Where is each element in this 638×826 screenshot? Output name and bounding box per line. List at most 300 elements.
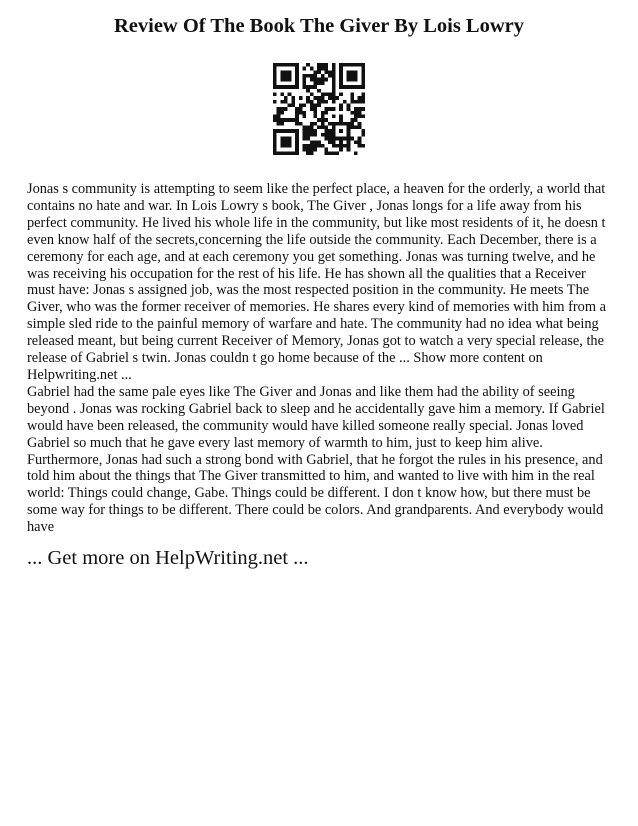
qr-module <box>354 74 358 78</box>
qr-module <box>343 137 347 141</box>
qr-module <box>361 74 365 78</box>
qr-module <box>361 70 365 74</box>
qr-module <box>306 100 310 104</box>
qr-module <box>280 92 284 96</box>
qr-module <box>347 140 351 144</box>
qr-module <box>321 67 325 71</box>
qr-module <box>280 118 284 122</box>
qr-module <box>321 122 325 126</box>
qr-module <box>284 85 288 89</box>
qr-module <box>284 107 288 111</box>
qr-module <box>350 100 354 104</box>
qr-module <box>306 151 310 155</box>
qr-module <box>306 63 310 67</box>
qr-module <box>325 107 329 111</box>
qr-module <box>280 100 284 104</box>
qr-module <box>273 151 277 155</box>
qr-module <box>354 70 358 74</box>
qr-module <box>284 118 288 122</box>
qr-module <box>343 122 347 126</box>
qr-module <box>310 126 314 130</box>
qr-module <box>273 144 277 148</box>
qr-module <box>306 96 310 100</box>
qr-module <box>317 63 321 67</box>
qr-module <box>302 103 306 107</box>
qr-module <box>343 85 347 89</box>
qr-module <box>284 96 288 100</box>
qr-module <box>361 100 365 104</box>
qr-module <box>354 111 358 115</box>
qr-module <box>310 107 314 111</box>
qr-module <box>358 126 362 130</box>
qr-module <box>339 92 343 96</box>
qr-module <box>310 122 314 126</box>
qr-module <box>306 129 310 133</box>
qr-module <box>332 63 336 67</box>
qr-module <box>306 137 310 141</box>
qr-module <box>332 137 336 141</box>
qr-module <box>354 85 358 89</box>
qr-module <box>328 107 332 111</box>
qr-module <box>273 100 277 104</box>
qr-module <box>306 148 310 152</box>
qr-module <box>295 129 299 133</box>
qr-module <box>302 129 306 133</box>
qr-module <box>284 144 288 148</box>
qr-module <box>277 151 281 155</box>
qr-module <box>347 137 351 141</box>
qr-module <box>332 100 336 104</box>
qr-module <box>361 144 365 148</box>
qr-module <box>291 103 295 107</box>
qr-module <box>310 148 314 152</box>
qr-module <box>302 133 306 137</box>
qr-module <box>321 63 325 67</box>
qr-code-graphic <box>273 63 365 155</box>
qr-module <box>343 100 347 104</box>
qr-module <box>306 126 310 130</box>
qr-module <box>339 129 343 133</box>
qr-module <box>273 129 277 133</box>
qr-module <box>299 107 303 111</box>
qr-module <box>325 70 329 74</box>
qr-module <box>328 140 332 144</box>
qr-module <box>317 126 321 130</box>
qr-module <box>317 81 321 85</box>
qr-module <box>321 81 325 85</box>
qr-module <box>325 92 329 96</box>
qr-module <box>313 148 317 152</box>
qr-module <box>325 118 329 122</box>
qr-module <box>332 89 336 93</box>
qr-module <box>332 133 336 137</box>
qr-module <box>280 111 284 115</box>
qr-module <box>321 111 325 115</box>
qr-module <box>350 63 354 67</box>
qr-module <box>306 89 310 93</box>
qr-module <box>350 137 354 141</box>
qr-module <box>358 144 362 148</box>
qr-module <box>358 63 362 67</box>
qr-module <box>295 140 299 144</box>
qr-module <box>295 111 299 115</box>
qr-module <box>321 133 325 137</box>
qr-module <box>339 85 343 89</box>
qr-module <box>288 118 292 122</box>
qr-module <box>325 111 329 115</box>
qr-module <box>354 140 358 144</box>
qr-module <box>280 144 284 148</box>
qr-module <box>350 118 354 122</box>
qr-module <box>310 129 314 133</box>
qr-module <box>302 126 306 130</box>
qr-module <box>321 115 325 119</box>
qr-module <box>336 144 340 148</box>
qr-module <box>295 122 299 126</box>
qr-module <box>350 122 354 126</box>
qr-module <box>310 92 314 96</box>
qr-module <box>328 151 332 155</box>
qr-module <box>295 81 299 85</box>
qr-module <box>339 78 343 82</box>
qr-module <box>284 74 288 78</box>
qr-module <box>339 122 343 126</box>
qr-module <box>354 63 358 67</box>
qr-module <box>273 81 277 85</box>
qr-module <box>284 63 288 67</box>
qr-module <box>302 85 306 89</box>
qr-module <box>347 122 351 126</box>
qr-module <box>291 96 295 100</box>
qr-module <box>325 126 329 130</box>
qr-module <box>354 100 358 104</box>
qr-module <box>273 78 277 82</box>
qr-module <box>299 111 303 115</box>
qr-module <box>358 111 362 115</box>
qr-module <box>288 137 292 141</box>
qr-module <box>295 67 299 71</box>
qr-module <box>336 122 340 126</box>
qr-module <box>350 92 354 96</box>
qr-module <box>347 133 351 137</box>
qr-module <box>313 122 317 126</box>
qr-module <box>321 92 325 96</box>
qr-module <box>339 137 343 141</box>
document-body <box>27 181 613 536</box>
qr-module <box>280 63 284 67</box>
qr-module <box>284 78 288 82</box>
qr-module <box>321 144 325 148</box>
qr-module <box>354 115 358 119</box>
qr-module <box>328 137 332 141</box>
qr-module <box>332 74 336 78</box>
qr-module <box>354 126 358 130</box>
qr-module <box>328 133 332 137</box>
qr-module <box>273 133 277 137</box>
qr-module <box>339 148 343 152</box>
qr-module <box>321 126 325 130</box>
qr-module <box>277 111 281 115</box>
qr-module <box>277 129 281 133</box>
qr-module <box>284 137 288 141</box>
qr-module <box>284 140 288 144</box>
qr-module <box>277 118 281 122</box>
qr-module <box>288 151 292 155</box>
qr-module <box>328 74 332 78</box>
qr-module <box>347 148 351 152</box>
qr-module <box>332 81 336 85</box>
qr-module <box>273 67 277 71</box>
get-more-link[interactable]: ... Get more on HelpWriting.net ... <box>27 547 309 569</box>
qr-module <box>310 103 314 107</box>
qr-module <box>288 140 292 144</box>
qr-module <box>288 78 292 82</box>
qr-module <box>332 78 336 82</box>
qr-module <box>273 118 277 122</box>
qr-module <box>273 85 277 89</box>
qr-module <box>317 144 321 148</box>
qr-module <box>310 100 314 104</box>
qr-module <box>302 78 306 82</box>
qr-module <box>339 70 343 74</box>
qr-module <box>295 144 299 148</box>
qr-module <box>325 67 329 71</box>
qr-module <box>280 129 284 133</box>
qr-module <box>299 122 303 126</box>
qr-module <box>313 129 317 133</box>
qr-module <box>295 78 299 82</box>
qr-module <box>306 74 310 78</box>
qr-module <box>321 78 325 82</box>
qr-module <box>291 129 295 133</box>
qr-module <box>295 70 299 74</box>
qr-module <box>310 144 314 148</box>
qr-module <box>280 85 284 89</box>
qr-module <box>339 144 343 148</box>
qr-module <box>339 81 343 85</box>
qr-module <box>277 122 281 126</box>
qr-module <box>317 96 321 100</box>
qr-module <box>350 78 354 82</box>
qr-module <box>273 115 277 119</box>
qr-module <box>284 100 288 104</box>
qr-module <box>273 63 277 67</box>
qr-module <box>295 148 299 152</box>
qr-module <box>302 74 306 78</box>
qr-module <box>347 85 351 89</box>
document-title: Review Of The Book The Giver By Lois Lowry <box>113 15 525 37</box>
qr-module <box>280 70 284 74</box>
qr-module <box>325 63 329 67</box>
qr-module <box>295 118 299 122</box>
qr-module <box>325 133 329 137</box>
qr-module <box>313 111 317 115</box>
qr-module <box>277 115 281 119</box>
qr-module <box>302 137 306 141</box>
qr-module <box>325 100 329 104</box>
qr-module <box>273 74 277 78</box>
qr-module <box>350 111 354 115</box>
qr-module <box>288 144 292 148</box>
qr-module <box>354 107 358 111</box>
qr-module <box>310 133 314 137</box>
qr-module <box>321 96 325 100</box>
qr-module <box>332 151 336 155</box>
qr-module <box>310 140 314 144</box>
qr-module <box>313 144 317 148</box>
qr-module <box>302 115 306 119</box>
qr-module <box>310 74 314 78</box>
qr-module <box>273 140 277 144</box>
qr-module <box>347 107 351 111</box>
qr-module <box>313 78 317 82</box>
qr-module <box>295 74 299 78</box>
qr-module <box>332 122 336 126</box>
qr-module <box>277 107 281 111</box>
qr-module <box>332 140 336 144</box>
qr-module <box>332 129 336 133</box>
qr-module <box>325 78 329 82</box>
qr-module <box>273 70 277 74</box>
paragraph-1: Jonas s community is attempting to seem like the perfect place, a heaven for the orderly, a world that contains no hate and war. In Lois Lowry s book, The Giver , Jonas longs for a life away from his perfect community. He lived his whole life in the community, but like most residents of it, he doesn t even know half of the secrets,concerning the life outside the community. Each December, there is a ceremony for each age, and at each ceremony you get something. Jonas was turning twelve, and he was receiving his occupation for the rest of his life. He has shown all the qualities that a Receiver must have: Jonas s assigned job, was the most respected position in the community. He meets The Giver, who was the former receiver of memories. He shares every kind of memories with him from a simple sled ride to the painful memory of warfare and hate. The community had no idea what being released meant, but being current Receiver of Memory, Jonas got to watch a very special release, the release of Gabriel s twin. Jonas couldn t go home because of the ... Show more content on Helpwriting.net ... <box>27 181 606 383</box>
qr-module <box>332 85 336 89</box>
qr-module <box>361 81 365 85</box>
qr-module <box>361 67 365 71</box>
qr-module <box>317 70 321 74</box>
qr-module <box>284 70 288 74</box>
qr-module <box>317 118 321 122</box>
qr-module <box>358 107 362 111</box>
qr-module <box>361 85 365 89</box>
qr-module <box>284 129 288 133</box>
qr-module <box>336 151 340 155</box>
qr-module <box>350 70 354 74</box>
qr-module <box>339 74 343 78</box>
qr-module <box>273 92 277 96</box>
qr-module <box>358 122 362 126</box>
qr-module <box>347 78 351 82</box>
qr-module <box>288 85 292 89</box>
qr-module <box>306 144 310 148</box>
qr-module <box>347 129 351 133</box>
qr-module <box>350 126 354 130</box>
qr-module <box>306 85 310 89</box>
qr-module <box>302 67 306 71</box>
qr-module <box>361 115 365 119</box>
qr-module <box>317 67 321 71</box>
qr-module <box>361 63 365 67</box>
qr-module <box>361 107 365 111</box>
qr-module <box>332 92 336 96</box>
qr-module <box>295 85 299 89</box>
qr-module <box>317 100 321 104</box>
qr-module <box>332 144 336 148</box>
qr-module <box>295 63 299 67</box>
qr-module <box>336 137 340 141</box>
qr-module <box>280 122 284 126</box>
qr-module <box>310 85 314 89</box>
qr-module <box>332 126 336 130</box>
qr-module <box>339 118 343 122</box>
qr-module <box>280 137 284 141</box>
qr-module <box>288 70 292 74</box>
qr-module <box>317 78 321 82</box>
qr-module <box>291 118 295 122</box>
qr-module <box>347 70 351 74</box>
qr-module <box>273 148 277 152</box>
qr-module <box>332 70 336 74</box>
qr-module <box>299 103 303 107</box>
qr-module <box>310 151 314 155</box>
qr-module <box>354 151 358 155</box>
qr-module <box>358 100 362 104</box>
qr-module <box>302 81 306 85</box>
qr-module <box>354 118 358 122</box>
qr-module <box>313 107 317 111</box>
qr-module <box>325 151 329 155</box>
qr-module <box>295 137 299 141</box>
qr-module <box>280 151 284 155</box>
qr-module <box>313 70 317 74</box>
qr-module <box>339 67 343 71</box>
qr-module <box>325 129 329 133</box>
qr-module <box>328 122 332 126</box>
qr-module <box>313 103 317 107</box>
qr-module <box>317 103 321 107</box>
qr-module <box>328 70 332 74</box>
qr-module <box>280 78 284 82</box>
qr-module <box>361 92 365 96</box>
qr-module <box>310 67 314 71</box>
qr-module <box>321 100 325 104</box>
qr-module <box>295 133 299 137</box>
qr-module <box>328 96 332 100</box>
qr-module <box>347 74 351 78</box>
qr-module <box>339 63 343 67</box>
qr-module <box>291 100 295 104</box>
qr-module <box>339 103 343 107</box>
qr-module <box>339 107 343 111</box>
qr-module <box>313 133 317 137</box>
qr-module <box>288 103 292 107</box>
qr-module <box>295 115 299 119</box>
qr-module <box>328 92 332 96</box>
qr-module <box>354 78 358 82</box>
qr-module <box>313 140 317 144</box>
qr-module <box>347 144 351 148</box>
qr-module <box>343 144 347 148</box>
qr-module <box>317 89 321 93</box>
qr-module <box>339 115 343 119</box>
qr-module <box>332 96 336 100</box>
qr-module <box>358 115 362 119</box>
qr-module <box>302 111 306 115</box>
qr-module <box>350 74 354 78</box>
qr-module <box>277 63 281 67</box>
qr-module <box>347 126 351 130</box>
qr-module <box>284 151 288 155</box>
qr-module <box>280 74 284 78</box>
qr-module <box>350 85 354 89</box>
qr-module <box>313 96 317 100</box>
qr-module <box>291 85 295 89</box>
qr-module <box>288 129 292 133</box>
qr-module <box>358 137 362 141</box>
qr-module <box>325 148 329 152</box>
qr-module <box>347 63 351 67</box>
qr-module <box>273 137 277 141</box>
qr-code-icon[interactable] <box>273 63 365 155</box>
